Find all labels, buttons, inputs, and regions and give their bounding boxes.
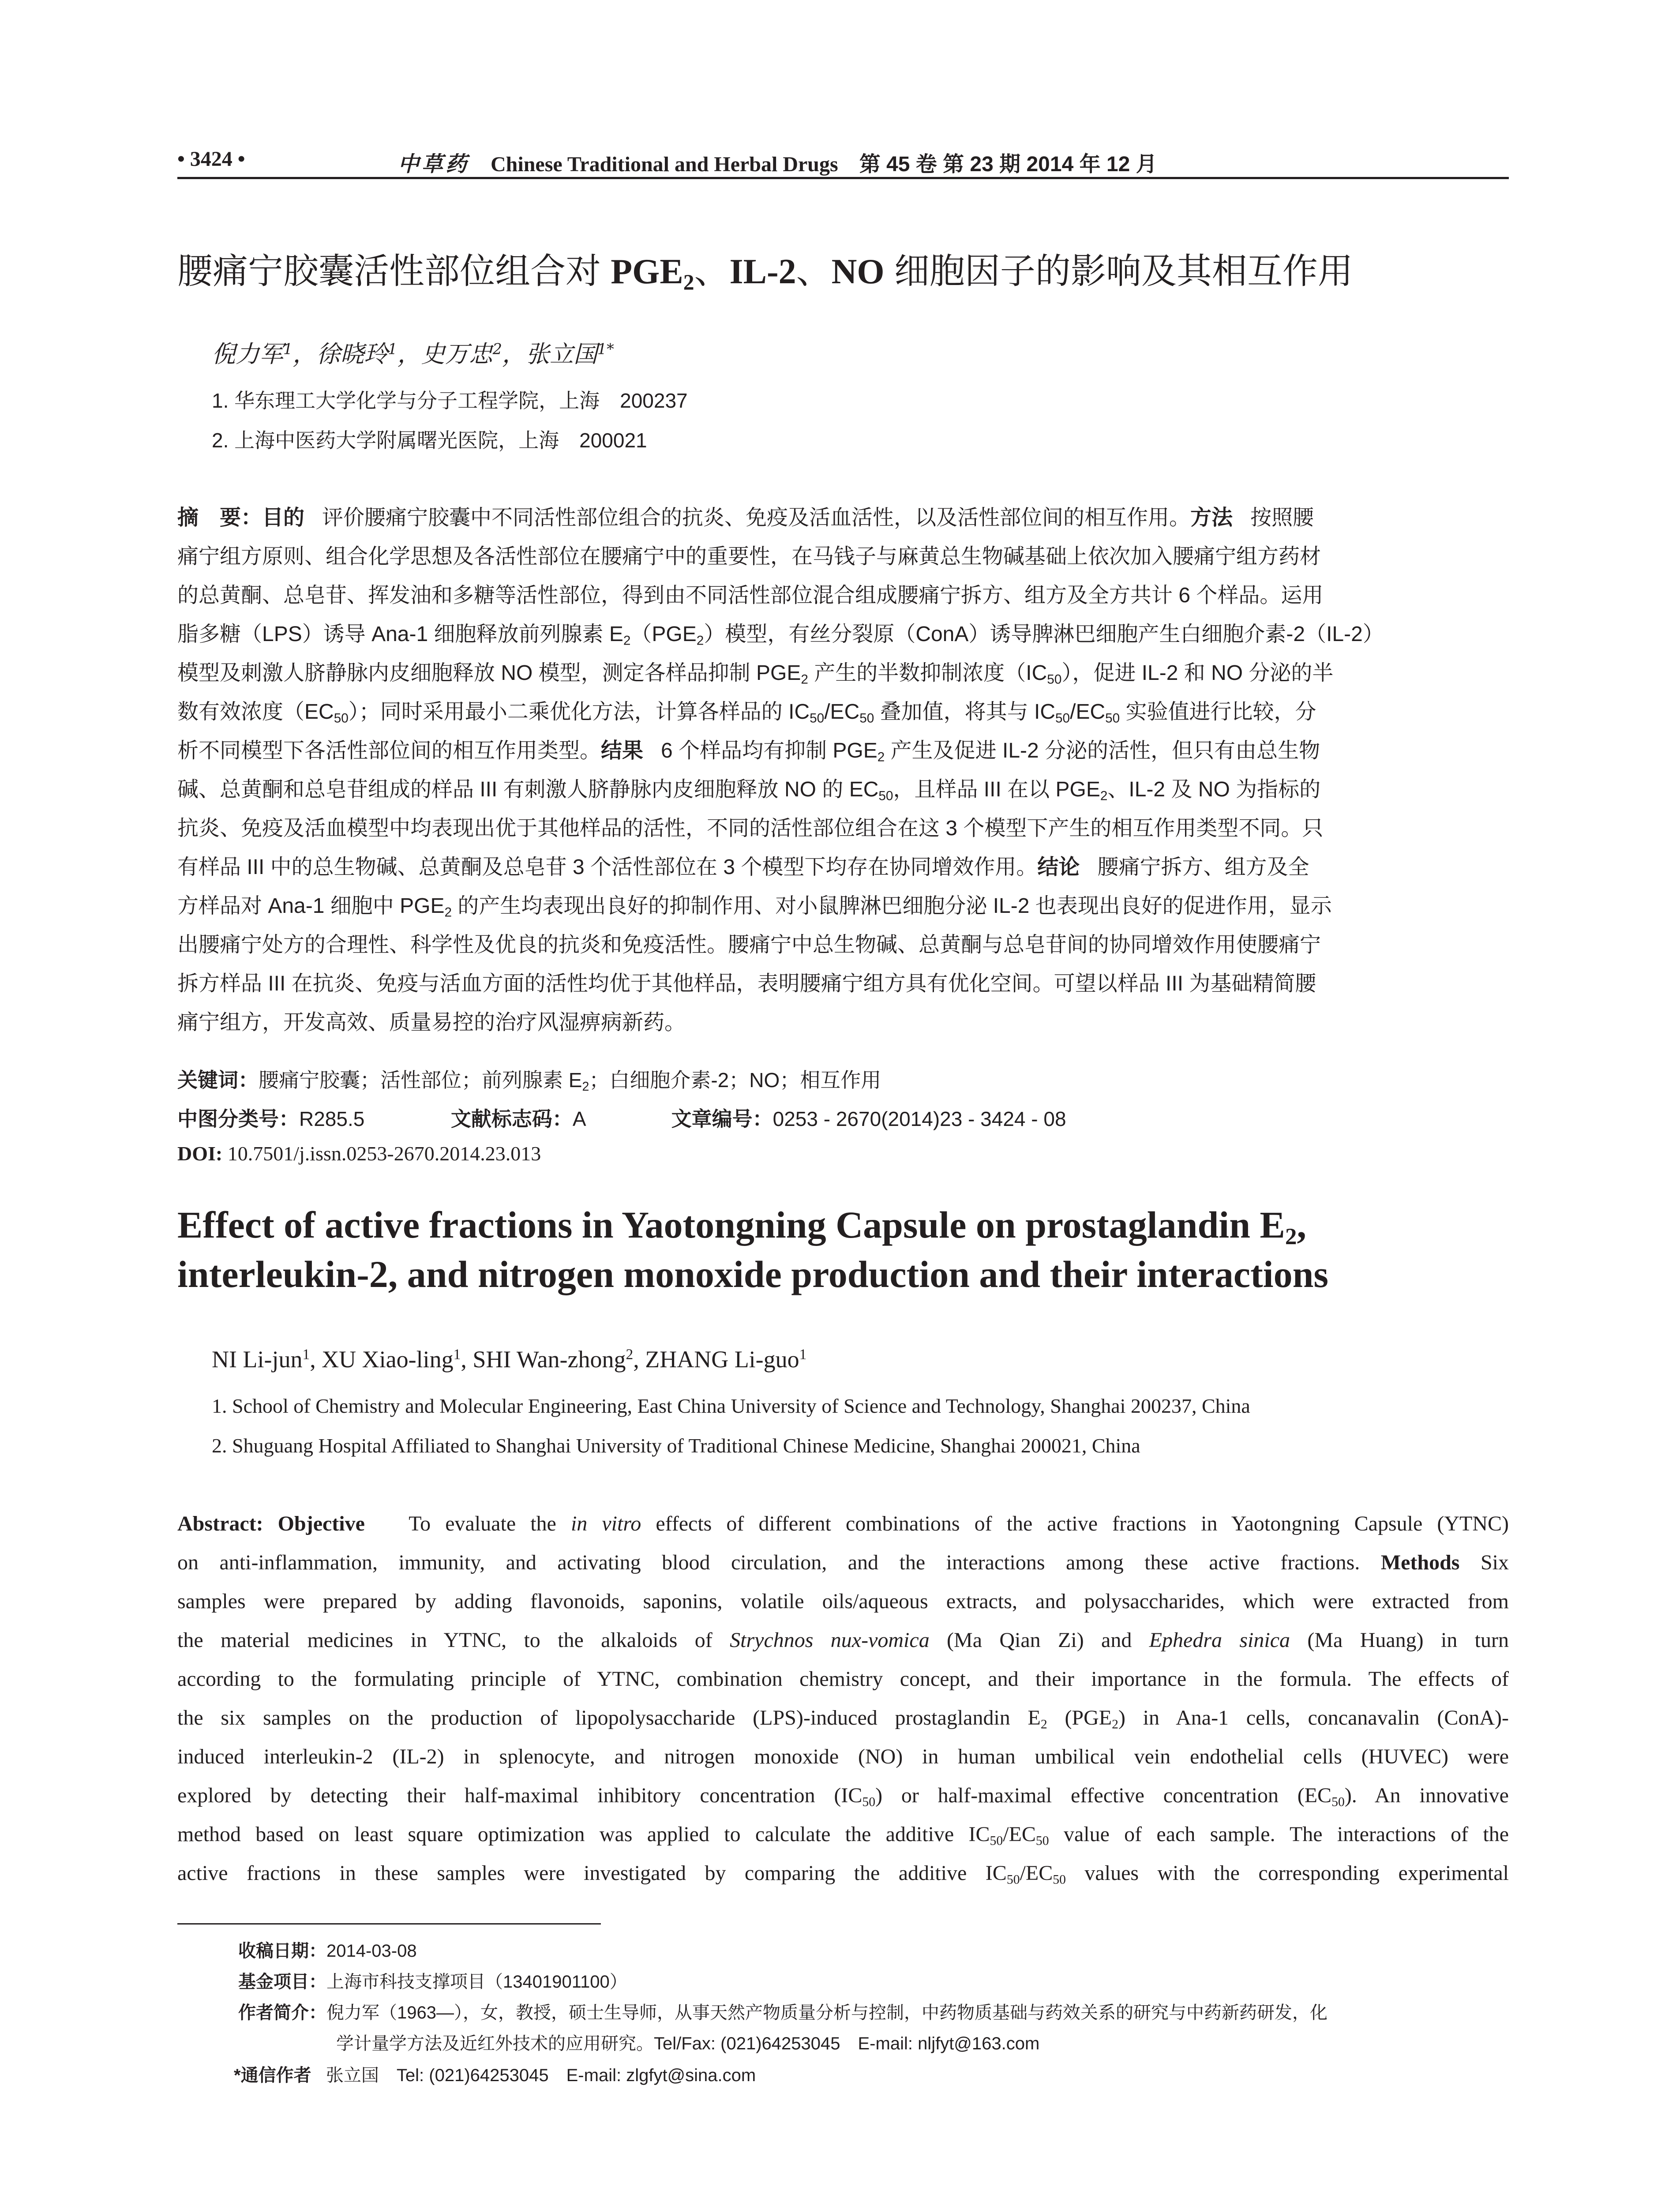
en-title: Effect of active fractions in Yaotongning Capsule on prostaglandin $E_2$, interleukin-2, and nitrogen monoxide production and their interactions xyxy=(177,1204,1328,1295)
cn-title: 腰痛宁胶囊活性部位组合对 $PGE_2$、IL-2、NO 细胞因子的影响及其相互作用 xyxy=(177,251,1353,294)
cn-authors: 倪力军$^1$，徐晓玲$^1$，史万忠$^2$，张立国$^{1*}$ xyxy=(212,340,614,368)
journal-name xyxy=(398,147,1157,177)
en-abstract: Abstract: Objective To evaluate the in vitro effects of different combinations of the active fractions in Yaotongning Capsule (YTNC) on anti-inflammation, immunity, and activating blood circulation, and the interactions among these active fractions. Methods Six samples were prepared by adding flavonoids, saponins, volatile oils/aqueous extracts, and polysaccharides, which were extracted from the material medicines in YTNC, to the alkaloids of Strychnos nux-vomica (Ma Qian Zi) and Ephedra sinica (Ma Huang) in turn according to the formulating principle of YTNC, combination chemistry concept, and their importance in the formula. The effects of the six samples on the production of lipopolysaccharide (LPS)-induced prostaglandin $E_2$ $(PGE_2)$ in Ana-1 cells, concanavalin (ConA)- induced interleukin-2 (IL-2) in splenocyte, and nitrogen monoxide (NO) in human umbilical vein endothelial cells (HUVEC) were explored by detecting their half-maximal inhibitory concentration $(IC_{50})$ or half-maximal effective concentration $(EC_{50})$. An innovative method based on least square optimization was applied to calculate the additive $IC_{50}/EC_{50}$ value of each sample. The interactions of the active fractions in these samples were investigated by comparing the additive $IC_{50}/EC_{50}$ values with the corresponding experimental xyxy=(177,1512,1509,1887)
footnote-bio-cont: 学计量学方法及近红外技术的应用研究。Tel/Fax: (021)64253045 E-mail: nljfyt@163.com xyxy=(336,2034,1040,2053)
footnote-rule xyxy=(177,1923,601,1925)
cn-classification: 中图分类号：R285.5 文献标志码：A 文章编号：0253 - 2670(2014)23 - 3424 - 08 xyxy=(177,1107,1066,1130)
running-header xyxy=(177,143,1509,176)
cn-keywords: 关键词：腰痛宁胶囊；活性部位；前列腺素 $E_2$；白细胞介素-2；NO；相互作用 xyxy=(177,1069,881,1094)
issue-info: 第 45 卷 第 23 期 2014 年 12 月 xyxy=(859,153,1157,176)
journal-name-cn: 中草药 xyxy=(398,152,470,176)
footnote-corresponding: *通信作者 张立国 Tel: (021)64253045 E-mail: zlgfyt@sina.com xyxy=(234,2066,756,2085)
footnote-fund: 基金项目：上海市科技支撑项目（13401901100） xyxy=(238,1972,627,1992)
en-affiliation-1: 1. School of Chemistry and Molecular Engineering, East China University of Science and Technology, Shanghai 200237, China xyxy=(212,1395,1250,1417)
footnote-bio: 作者简介：倪力军（1963—），女，教授，硕士生导师，从事天然产物质量分析与控制，中药物质基础与药效关系的研究与中药新药研发，化 xyxy=(238,2003,1328,2022)
cn-abstract: 摘 要：目的 评价腰痛宁胶囊中不同活性部位组合的抗炎、免疫及活血活性，以及活性部位间的相互作用。方法 按照腰 痛宁组方原则、组合化学思想及各活性部位在腰痛宁中的重要性，在马钱子与麻黄总生物碱基础上依次加入腰痛宁组方药材 的总黄酮、总皂苷、挥发油和多糖等活性部位，得到由不同活性部位混合组成腰痛宁拆方、组方及全方共计 6 个样品。运用 脂多糖（LPS）诱导 Ana-1 细胞释放前列腺素 $E_2(PGE_2)$模型，有丝分裂原（ConA）诱导脾淋巴细胞产生白细胞介素-2（IL-2） 模型及刺激人脐静脉内皮细胞释放 NO 模型，测定各样品抑制 $PGE_2$ 产生的半数抑制浓度$(IC_{50})$，促进 IL-2 和 NO 分泌的半 数有效浓度$(EC_{50})$；同时采用最小二乘优化方法，计算各样品的 $IC_{50}/EC_{50}$ 叠加值，将其与 $IC_{50}/EC_{50}$ 实验值进行比较，分 析不同模型下各活性部位间的相互作用类型。结果 6 个样品均有抑制 $PGE_2$ 产生及促进 IL-2 分泌的活性，但只有由总生物 碱、总黄酮和总皂苷组成的样品 III 有刺激人脐静脉内皮细胞释放 NO 的 $EC_{50}$，且样品 III 在以 $PGE_2$、IL-2 及 NO 为指标的 抗炎、免疫及活血模型中均表现出优于其他样品的活性，不同的活性部位组合在这 3 个模型下产生的相互作用类型不同。只 有样品 III 中的总生物碱、总黄酮及总皂苷 3 个活性部位在 3 个模型下均存在协同增效作用。结论 腰痛宁拆方、组方及全 方样品对 Ana-1 细胞中 $PGE_2$ 的产生均表现出良好的抑制作用、对小鼠脾淋巴细胞分泌 IL-2 也表现出良好的促进作用，显示 出腰痛宁处方的合理性、科学性及优良的抗炎和免疫活性。腰痛宁中总生物碱、总黄酮与总皂苷间的协同增效作用使腰痛宁 拆方样品 III 在抗炎、免疫与活血方面的活性均优于其他样品，表明腰痛宁组方具有优化空间。可望以样品 III 为基础精简腰 痛宁组方，开发高效、质量易控的治疗风湿痹病新药。 xyxy=(177,506,1384,1034)
header-rule xyxy=(177,177,1509,179)
en-authors: NI Li-jun$^1$, XU Xiao-ling$^1$, SHI Wan-zhong$^2$, ZHANG Li-guo$^1$ xyxy=(212,1346,807,1373)
cn-affiliation-2: 2. 上海中医药大学附属曙光医院，上海 200021 xyxy=(212,429,647,452)
footnote-received: 收稿日期：2014-03-08 xyxy=(238,1941,417,1961)
en-affiliation-2: 2. Shuguang Hospital Affiliated to Shanghai University of Traditional Chinese Medicine, Shanghai 200021, China xyxy=(212,1434,1140,1457)
page-number: • 3424 • xyxy=(177,147,245,171)
cn-affiliation-1: 1. 华东理工大学化学与分子工程学院，上海 200237 xyxy=(212,389,688,412)
journal-name-en: Chinese Traditional and Herbal Drugs xyxy=(491,153,838,176)
doi-link[interactable]: 10.7501/j.issn.0253-2670.2014.23.013 xyxy=(227,1142,541,1165)
doi-line: DOI: 10.7501/j.issn.0253-2670.2014.23.013 xyxy=(177,1142,541,1165)
